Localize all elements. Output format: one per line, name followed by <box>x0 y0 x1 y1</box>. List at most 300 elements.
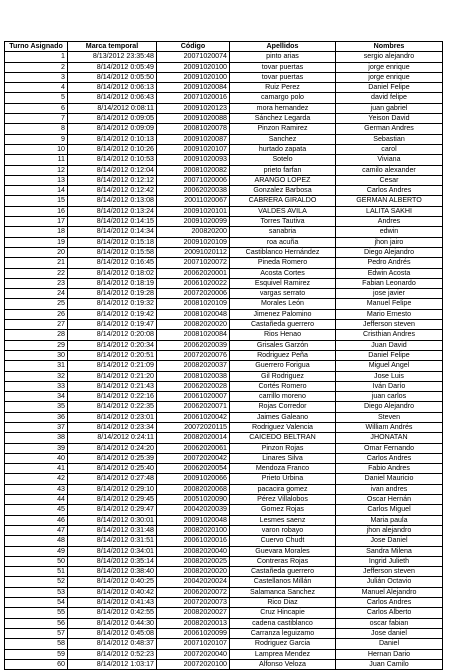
marca-temporal-cell: 8/14/2012 0:45:08 <box>68 628 157 638</box>
apellidos-cell: Sánchez Legarda <box>230 114 336 124</box>
codigo-cell: 20061020016 <box>157 536 230 546</box>
turno-cell: 2 <box>5 62 68 72</box>
table-row <box>5 484 443 494</box>
marca-temporal-cell: 8/14/2012 0:12:04 <box>68 165 157 175</box>
codigo-cell: 20082020025 <box>157 556 230 566</box>
turno-cell: 13 <box>5 175 68 185</box>
apellidos-cell: cadena castiblanco <box>230 618 336 628</box>
nombres-cell: jorge enrique <box>336 62 443 72</box>
nombres-cell: Diego Alejandro <box>336 402 443 412</box>
turno-cell: 24 <box>5 289 68 299</box>
table-row <box>5 83 443 93</box>
nombres-cell: German Andres <box>336 124 443 134</box>
marca-temporal-cell: 8/14/2012 0:44:30 <box>68 618 157 628</box>
codigo-cell: 20091020048 <box>157 515 230 525</box>
codigo-cell: 20091020123 <box>157 103 230 113</box>
table-row <box>5 330 443 340</box>
nombres-cell: Jose Daniel <box>336 536 443 546</box>
nombres-cell: Fabian Leonardo <box>336 278 443 288</box>
table-row <box>5 309 443 319</box>
header-nombres: Nombres <box>336 42 443 52</box>
header-row <box>5 42 443 52</box>
codigo-cell: 20061020099 <box>157 628 230 638</box>
nombres-cell: Carlos Alberto <box>336 608 443 618</box>
codigo-cell: 20072020073 <box>157 598 230 608</box>
table-row <box>5 525 443 535</box>
header-turno: Turno Asignado <box>5 42 68 52</box>
marca-temporal-cell: 8/14/2012 0:20:34 <box>68 340 157 350</box>
codigo-cell: 20062020028 <box>157 381 230 391</box>
codigo-cell: 20082020013 <box>157 618 230 628</box>
table-row <box>5 155 443 165</box>
nombres-cell: Sandra Milena <box>336 546 443 556</box>
turno-cell: 32 <box>5 371 68 381</box>
turno-cell: 15 <box>5 196 68 206</box>
turno-cell: 39 <box>5 443 68 453</box>
apellidos-cell: Grisales Garzón <box>230 340 336 350</box>
codigo-cell: 20081020038 <box>157 371 230 381</box>
table-row <box>5 505 443 515</box>
apellidos-cell: Sotelo <box>230 155 336 165</box>
table-row <box>5 165 443 175</box>
table-row <box>5 422 443 432</box>
codigo-cell: 20082020037 <box>157 361 230 371</box>
turno-cell: 60 <box>5 659 68 669</box>
apellidos-cell: varon robayo <box>230 525 336 535</box>
nombres-cell: carol <box>336 144 443 154</box>
table-row <box>5 258 443 268</box>
turno-cell: 17 <box>5 217 68 227</box>
turno-cell: 20 <box>5 247 68 257</box>
table-row <box>5 217 443 227</box>
codigo-cell: 20091020100 <box>157 72 230 82</box>
table-row <box>5 361 443 371</box>
table-row <box>5 402 443 412</box>
nombres-cell: david felipe <box>336 93 443 103</box>
marca-temporal-cell: 8/14/2012 0:21:20 <box>68 371 157 381</box>
nombres-cell: Mario Ernesto <box>336 309 443 319</box>
nombres-cell: Miguel Angel <box>336 361 443 371</box>
table-body <box>5 52 443 670</box>
codigo-cell: 20011020067 <box>157 196 230 206</box>
marca-temporal-cell: 8/14/2012 0:29:47 <box>68 505 157 515</box>
marca-temporal-cell: 8/14/2012 0:09:05 <box>68 114 157 124</box>
apellidos-cell: Rojas Corredor <box>230 402 336 412</box>
turno-cell: 3 <box>5 72 68 82</box>
apellidos-cell: carrillo moreno <box>230 392 336 402</box>
nombres-cell: Maria paula <box>336 515 443 525</box>
apellidos-cell: Cruz Hincapie <box>230 608 336 618</box>
marca-temporal-cell: 8/14/2012 0:10:26 <box>68 144 157 154</box>
turno-cell: 23 <box>5 278 68 288</box>
apellidos-cell: Gil Rodriguez <box>230 371 336 381</box>
nombres-cell: William Andrés <box>336 422 443 432</box>
codigo-cell: 20091020109 <box>157 237 230 247</box>
table-row <box>5 134 443 144</box>
table-row <box>5 587 443 597</box>
turno-cell: 30 <box>5 350 68 360</box>
table-row <box>5 443 443 453</box>
turno-cell: 57 <box>5 628 68 638</box>
turno-cell: 55 <box>5 608 68 618</box>
nombres-cell: Daniel Felipe <box>336 83 443 93</box>
apellidos-cell: Ruiz Perez <box>230 83 336 93</box>
marca-temporal-cell: 8/14/2012 0:15:18 <box>68 237 157 247</box>
marca-temporal-cell: 8/14/2012 0:52:23 <box>68 649 157 659</box>
apellidos-cell: Cortés Romero <box>230 381 336 391</box>
codigo-cell: 20082020020 <box>157 567 230 577</box>
codigo-cell: 20062020072 <box>157 587 230 597</box>
table-row <box>5 93 443 103</box>
nombres-cell: Ingrid Julieth <box>336 556 443 566</box>
turno-cell: 4 <box>5 83 68 93</box>
marca-temporal-cell: 8/14/2012 0:29:10 <box>68 484 157 494</box>
apellidos-cell: Rodriguez Garcia <box>230 639 336 649</box>
turno-cell: 34 <box>5 392 68 402</box>
codigo-cell: 20072020115 <box>157 422 230 432</box>
codigo-cell: 20091020088 <box>157 114 230 124</box>
codigo-cell: 20091020066 <box>157 474 230 484</box>
apellidos-cell: Torres Tautiva <box>230 217 336 227</box>
table-row <box>5 608 443 618</box>
turno-cell: 50 <box>5 556 68 566</box>
apellidos-cell: Mendoza Franco <box>230 464 336 474</box>
nombres-cell: Pedro Andrés <box>336 258 443 268</box>
codigo-cell: 20062020001 <box>157 268 230 278</box>
nombres-cell: ivan andres <box>336 484 443 494</box>
turno-cell: 19 <box>5 237 68 247</box>
turno-cell: 59 <box>5 649 68 659</box>
marca-temporal-cell: 8/14/2012 0:06:13 <box>68 83 157 93</box>
nombres-cell: Carlos Andres <box>336 186 443 196</box>
table-row <box>5 598 443 608</box>
turno-cell: 38 <box>5 433 68 443</box>
nombres-cell: Oscar Hernán <box>336 495 443 505</box>
marca-temporal-cell: 8/14/2012 0:25:40 <box>68 464 157 474</box>
table-row <box>5 227 443 237</box>
codigo-cell: 20042020024 <box>157 577 230 587</box>
table-row <box>5 577 443 587</box>
nombres-cell: jhon alejandro <box>336 525 443 535</box>
apellidos-cell: Acosta Cortes <box>230 268 336 278</box>
nombres-cell: Iván Darío <box>336 381 443 391</box>
apellidos-cell: CAICEDO BELTRAN <box>230 433 336 443</box>
marca-temporal-cell: 8/14/2012 0:14:34 <box>68 227 157 237</box>
turno-cell: 44 <box>5 495 68 505</box>
codigo-cell: 20082020040 <box>157 546 230 556</box>
table-row <box>5 62 443 72</box>
apellidos-cell: Lamprea Mendez <box>230 649 336 659</box>
table-row <box>5 114 443 124</box>
turno-cell: 45 <box>5 505 68 515</box>
nombres-cell: oscar fabian <box>336 618 443 628</box>
turno-cell: 1 <box>5 52 68 62</box>
nombres-cell: Jefferson steven <box>336 320 443 330</box>
nombres-cell: Fabio Andres <box>336 464 443 474</box>
table-row <box>5 567 443 577</box>
marca-temporal-cell: 8/14/2012 0:08:11 <box>68 103 157 113</box>
nombres-cell: Jose daniel <box>336 628 443 638</box>
nombres-cell: camilo alexander <box>336 165 443 175</box>
marca-temporal-cell: 8/14/2012 0:05:49 <box>68 62 157 72</box>
nombres-cell: sergio alejandro <box>336 52 443 62</box>
turno-cell: 49 <box>5 546 68 556</box>
marca-temporal-cell: 8/14/2012 0:22:35 <box>68 402 157 412</box>
turno-cell: 43 <box>5 484 68 494</box>
codigo-cell: 20051020090 <box>157 495 230 505</box>
marca-temporal-cell: 8/14/2012 0:15:58 <box>68 247 157 257</box>
turno-cell: 41 <box>5 464 68 474</box>
marca-temporal-cell: 8/14/2012 0:31:51 <box>68 536 157 546</box>
codigo-cell: 20091020084 <box>157 83 230 93</box>
table-row <box>5 289 443 299</box>
apellidos-cell: VALDES AVILA <box>230 206 336 216</box>
turno-cell: 22 <box>5 268 68 278</box>
codigo-cell: 20091020101 <box>157 206 230 216</box>
table-row <box>5 412 443 422</box>
apellidos-cell: Castañeda guerrero <box>230 320 336 330</box>
table-row <box>5 237 443 247</box>
nombres-cell: Manuel Alejandro <box>336 587 443 597</box>
apellidos-cell: Alfonso Veloza <box>230 659 336 669</box>
turno-cell: 37 <box>5 422 68 432</box>
marca-temporal-cell: 8/14/2012 0:29:45 <box>68 495 157 505</box>
turno-cell: 26 <box>5 309 68 319</box>
nombres-cell: Viviana <box>336 155 443 165</box>
turno-cell: 6 <box>5 103 68 113</box>
turno-cell: 36 <box>5 412 68 422</box>
codigo-cell: 20081020109 <box>157 299 230 309</box>
marca-temporal-cell: 8/14/2012 0:10:13 <box>68 134 157 144</box>
marca-temporal-cell: 8/14/2012 0:24:11 <box>68 433 157 443</box>
nombres-cell: Carlos Andres <box>336 598 443 608</box>
codigo-cell: 20072020040 <box>157 649 230 659</box>
turno-cell: 28 <box>5 330 68 340</box>
codigo-cell: 20082020100 <box>157 525 230 535</box>
marca-temporal-cell: 8/14/2012 0:20:51 <box>68 350 157 360</box>
table-row <box>5 515 443 525</box>
turno-cell: 12 <box>5 165 68 175</box>
codigo-cell: 20091020107 <box>157 144 230 154</box>
marca-temporal-cell: 8/14/2012 0:13:24 <box>68 206 157 216</box>
table-row <box>5 350 443 360</box>
nombres-cell: jhon jairo <box>336 237 443 247</box>
turno-cell: 46 <box>5 515 68 525</box>
marca-temporal-cell: 8/14/2012 0:06:43 <box>68 93 157 103</box>
table-row <box>5 628 443 638</box>
apellidos-cell: Sanchez <box>230 134 336 144</box>
table-row <box>5 433 443 443</box>
codigo-cell: 20071020006 <box>157 175 230 185</box>
nombres-cell: Carlos Andres <box>336 453 443 463</box>
apellidos-cell: roa acuña <box>230 237 336 247</box>
turno-cell: 35 <box>5 402 68 412</box>
table-row <box>5 247 443 257</box>
marca-temporal-cell: 8/14/2012 0:48:37 <box>68 639 157 649</box>
marca-temporal-cell: 8/14/2012 0:18:19 <box>68 278 157 288</box>
nombres-cell: Daniel Felipe <box>336 350 443 360</box>
turno-cell: 11 <box>5 155 68 165</box>
marca-temporal-cell: 8/14/2012 0:42:55 <box>68 608 157 618</box>
apellidos-cell: Lesmes saenz <box>230 515 336 525</box>
turno-cell: 5 <box>5 93 68 103</box>
table-row <box>5 320 443 330</box>
marca-temporal-cell: 8/14/2012 0:31:48 <box>68 525 157 535</box>
nombres-cell: LALITA SAKHI <box>336 206 443 216</box>
codigo-cell: 20091020087 <box>157 134 230 144</box>
nombres-cell: jorge enrique <box>336 72 443 82</box>
apellidos-cell: Pinzon Rojas <box>230 443 336 453</box>
codigo-cell: 20091020112 <box>157 247 230 257</box>
codigo-cell: 20081020084 <box>157 330 230 340</box>
apellidos-cell: prieto farfan <box>230 165 336 175</box>
marca-temporal-cell: 8/14/2012 0:25:39 <box>68 453 157 463</box>
table-row <box>5 556 443 566</box>
table-row <box>5 371 443 381</box>
apellidos-cell: pinto arias <box>230 52 336 62</box>
codigo-cell: 20061020022 <box>157 278 230 288</box>
apellidos-cell: Rios Henao <box>230 330 336 340</box>
table-row <box>5 474 443 484</box>
assignments-table <box>4 41 443 670</box>
nombres-cell: Manuel Felipe <box>336 299 443 309</box>
table-row <box>5 206 443 216</box>
table-row <box>5 618 443 628</box>
nombres-cell: Steven <box>336 412 443 422</box>
codigo-cell: 20071020072 <box>157 258 230 268</box>
table-row <box>5 495 443 505</box>
turno-cell: 52 <box>5 577 68 587</box>
marca-temporal-cell: 8/14/2012 0:27:48 <box>68 474 157 484</box>
table-row <box>5 464 443 474</box>
marca-temporal-cell: 8/14/2012 0:23:34 <box>68 422 157 432</box>
marca-temporal-cell: 8/14/2012 0:19:47 <box>68 320 157 330</box>
table-row <box>5 649 443 659</box>
table-row <box>5 453 443 463</box>
nombres-cell: Omar Fernando <box>336 443 443 453</box>
codigo-cell: 20082020020 <box>157 320 230 330</box>
codigo-cell: 20061020042 <box>157 412 230 422</box>
marca-temporal-cell: 8/14/2012 0:19:32 <box>68 299 157 309</box>
codigo-cell: 20081020048 <box>157 309 230 319</box>
codigo-cell: 20091020093 <box>157 155 230 165</box>
codigo-cell: 20081020078 <box>157 124 230 134</box>
apellidos-cell: tovar puertas <box>230 72 336 82</box>
nombres-cell: GERMAN ALBERTO <box>336 196 443 206</box>
nombres-cell: Cesar <box>336 175 443 185</box>
codigo-cell: 20072020100 <box>157 659 230 669</box>
table-row <box>5 639 443 649</box>
marca-temporal-cell: 8/14/2012 0:34:01 <box>68 546 157 556</box>
codigo-cell: 20072020042 <box>157 453 230 463</box>
codigo-cell: 20091020100 <box>157 62 230 72</box>
turno-cell: 54 <box>5 598 68 608</box>
turno-cell: 25 <box>5 299 68 309</box>
apellidos-cell: Morales León <box>230 299 336 309</box>
apellidos-cell: Contreras Rojas <box>230 556 336 566</box>
apellidos-cell: Rico Diaz <box>230 598 336 608</box>
nombres-cell: Yeison David <box>336 114 443 124</box>
nombres-cell: Sebastian <box>336 134 443 144</box>
turno-cell: 9 <box>5 134 68 144</box>
table-row <box>5 299 443 309</box>
apellidos-cell: sanabria <box>230 227 336 237</box>
marca-temporal-cell: 8/14/2012 0:19:28 <box>68 289 157 299</box>
header-marca-temporal: Marca temporal <box>68 42 157 52</box>
table-row <box>5 196 443 206</box>
apellidos-cell: Salamanca Sanchez <box>230 587 336 597</box>
codigo-cell: 20081020082 <box>157 165 230 175</box>
nombres-cell: jose javier <box>336 289 443 299</box>
turno-cell: 10 <box>5 144 68 154</box>
apellidos-cell: CABRERA GIRALDO <box>230 196 336 206</box>
table-row <box>5 381 443 391</box>
turno-cell: 40 <box>5 453 68 463</box>
table-row <box>5 278 443 288</box>
marca-temporal-cell: 8/14/2012 0:21:43 <box>68 381 157 391</box>
apellidos-cell: Guerrero Forigua <box>230 361 336 371</box>
apellidos-cell: Carranza leguizamo <box>230 628 336 638</box>
table-row <box>5 144 443 154</box>
turno-cell: 58 <box>5 639 68 649</box>
apellidos-cell: Guevara Morales <box>230 546 336 556</box>
marca-temporal-cell: 8/13/2012 23:35:48 <box>68 52 157 62</box>
apellidos-cell: Castellanos Millán <box>230 577 336 587</box>
marca-temporal-cell: 8/14/2012 0:38:40 <box>68 567 157 577</box>
codigo-cell: 20082020027 <box>157 608 230 618</box>
marca-temporal-cell: 8/14/2012 0:16:45 <box>68 258 157 268</box>
spreadsheet <box>4 41 443 670</box>
table-row <box>5 186 443 196</box>
nombres-cell: Juan Camilo <box>336 659 443 669</box>
nombres-cell: Jose Luis <box>336 371 443 381</box>
marca-temporal-cell: 8/14/2012 0:40:42 <box>68 587 157 597</box>
nombres-cell: juan carlos <box>336 392 443 402</box>
codigo-cell: 20082020068 <box>157 484 230 494</box>
marca-temporal-cell: 8/14/2012 0:20:08 <box>68 330 157 340</box>
nombres-cell: Diego Alejandro <box>336 247 443 257</box>
codigo-cell: 20071020016 <box>157 93 230 103</box>
nombres-cell: Carlos Miguel <box>336 505 443 515</box>
apellidos-cell: Rodriguez Peña <box>230 350 336 360</box>
apellidos-cell: Pérez Villalobos <box>230 495 336 505</box>
apellidos-cell: Jimenez Palomino <box>230 309 336 319</box>
table-row <box>5 546 443 556</box>
turno-cell: 42 <box>5 474 68 484</box>
table-row <box>5 72 443 82</box>
nombres-cell: Cristhian Andres <box>336 330 443 340</box>
marca-temporal-cell: 8/14/2012 0:40:25 <box>68 577 157 587</box>
header-apellidos: Apellidos <box>230 42 336 52</box>
apellidos-cell: Castañeda guerrero <box>230 567 336 577</box>
nombres-cell: Andres <box>336 217 443 227</box>
turno-cell: 16 <box>5 206 68 216</box>
table-row <box>5 340 443 350</box>
marca-temporal-cell: 8/14/2012 0:22:16 <box>68 392 157 402</box>
apellidos-cell: mora hernandez <box>230 103 336 113</box>
turno-cell: 7 <box>5 114 68 124</box>
marca-temporal-cell: 8/14/2012 0:12:42 <box>68 186 157 196</box>
nombres-cell: Jefferson steven <box>336 567 443 577</box>
codigo-cell: 20042020039 <box>157 505 230 515</box>
marca-temporal-cell: 8/14/2012 0:05:50 <box>68 72 157 82</box>
apellidos-cell: camargo polo <box>230 93 336 103</box>
turno-cell: 8 <box>5 124 68 134</box>
apellidos-cell: Esquivel Ramirez <box>230 278 336 288</box>
nombres-cell: edwin <box>336 227 443 237</box>
apellidos-cell: Jaimes Galeano <box>230 412 336 422</box>
header-codigo: Código <box>157 42 230 52</box>
